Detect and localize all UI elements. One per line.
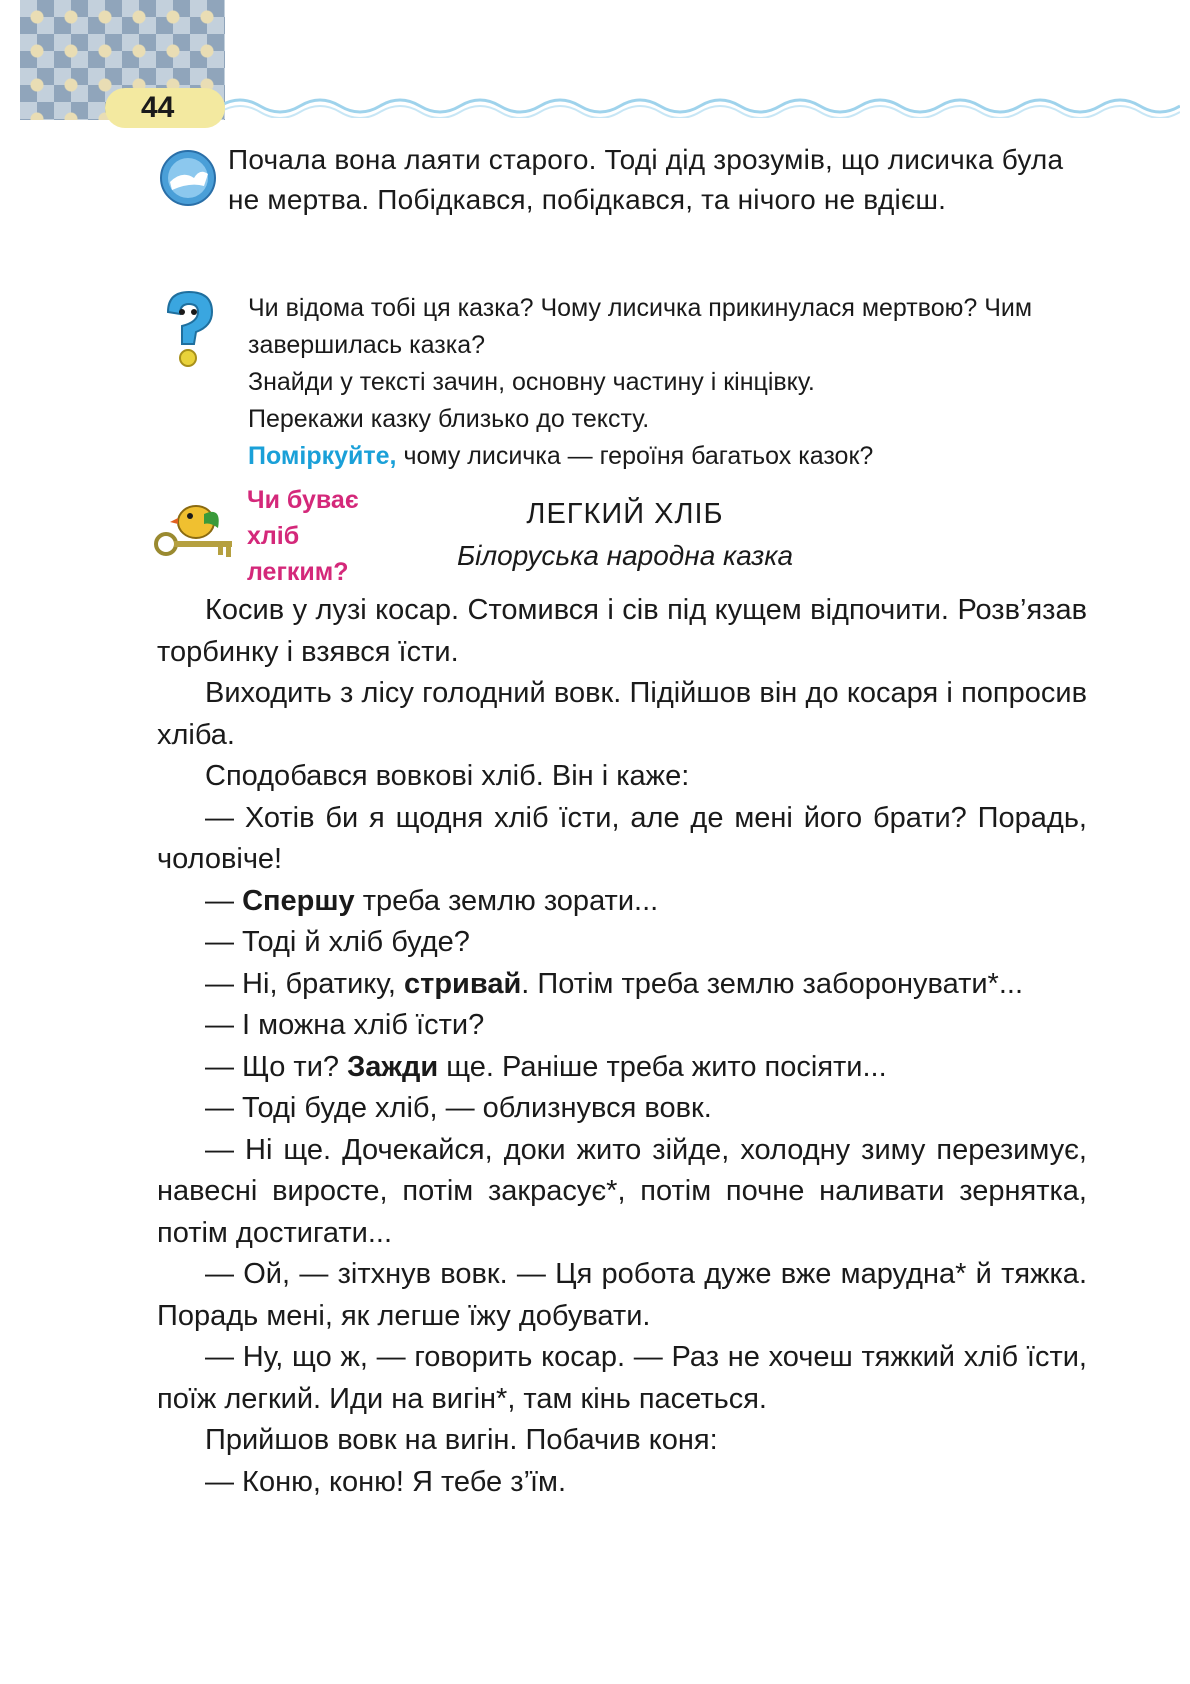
question-4-text: чому лисичка — героїня багатьох казок? bbox=[396, 442, 874, 470]
story-paragraph: — Ні ще. Дочекайся, доки жито зійде, холодну зиму перезимує, навесні виросте, потім закрасує*, потім почне наливати зернятка, потім достигати... bbox=[157, 1133, 1087, 1249]
text-run: треба землю зорати... bbox=[354, 884, 659, 917]
bold-word: Спершу bbox=[242, 884, 355, 917]
story-paragraph: — Коню, коню! Я тебе з’їм. bbox=[205, 1465, 566, 1498]
story-paragraph bbox=[157, 1047, 1087, 1089]
story-paragraph: — Тоді буде хліб, — облизнувся вовк. bbox=[205, 1092, 712, 1124]
story-subtitle: Білоруська народна казка bbox=[456, 540, 794, 571]
story-paragraph bbox=[157, 964, 1087, 1006]
text-run: . Потім треба землю заборонувати*... bbox=[521, 967, 1024, 1000]
story-paragraph: — Хотів би я щодня хліб їсти, але де мені його брати? Порадь, чоловіче! bbox=[157, 801, 1087, 875]
story-paragraph: Виходить з лісу голодний вовк. Підійшов він до косаря і попросив хліба. bbox=[157, 677, 1087, 751]
bird-key-icon bbox=[152, 500, 240, 562]
story-paragraph: — І можна хліб їсти? bbox=[205, 1009, 485, 1041]
bold-word: стривай bbox=[404, 967, 522, 1000]
question-1: Чи відома тобі ця казка? Чому лисичка прикинулася мертвою? Чим завершилась казка? bbox=[248, 294, 1033, 359]
story-body bbox=[157, 590, 1087, 1503]
story-title: ЛЕГКИЙ ХЛІБ bbox=[526, 498, 724, 530]
wave-decoration bbox=[220, 90, 1180, 118]
hint-line-2: хліб bbox=[247, 522, 300, 550]
reading-icon bbox=[158, 148, 218, 208]
hint-question bbox=[247, 482, 407, 590]
question-4 bbox=[248, 438, 1098, 475]
hint-line-3: легким? bbox=[247, 558, 349, 586]
hint-line-1: Чи буває bbox=[247, 486, 359, 514]
question-2: Знайди у тексті зачин, основну частину і кінцівку. bbox=[248, 368, 815, 396]
previous-story-ending: Почала вона лаяти старого. Тоді дід зрозумів, що лисичка була не мертва. Побідкався, побідкався, та нічого не вдієш. bbox=[228, 144, 1064, 215]
story-paragraph: — Ой, — зітхнув вовк. — Ця робота дуже вже марудна* й тяжка. Порадь мені, як легше їжу добувати. bbox=[157, 1258, 1087, 1332]
question-3: Перекажи казку близько до тексту. bbox=[248, 405, 650, 433]
ponder-highlight: Поміркуйте, bbox=[248, 442, 397, 470]
questions-block bbox=[248, 290, 1098, 475]
text-run: — Що ти? bbox=[205, 1050, 348, 1083]
text-run: — Ні, братику, bbox=[205, 967, 404, 1000]
text-run: ще. Раніше треба жито посіяти... bbox=[438, 1050, 887, 1083]
question-mark-icon bbox=[158, 288, 220, 370]
story-paragraph: — Тоді й хліб буде? bbox=[205, 926, 470, 958]
story-paragraph: — Ну, що ж, — говорить косар. — Раз не хочеш тяжкий хліб їсти, поїж легкий. Иди на вигін*, там кінь пасеться. bbox=[157, 1341, 1087, 1415]
story-paragraph bbox=[157, 881, 1087, 923]
story-paragraph: Прийшов вовк на вигін. Побачив коня: bbox=[205, 1424, 718, 1456]
bold-word: Зажди bbox=[347, 1050, 439, 1083]
story-paragraph: Косив у лузі косар. Стомився і сів під кущем відпочити. Розв’язав торбинку і взявся їсти. bbox=[157, 594, 1087, 668]
story-paragraph: Сподобався вовкові хліб. Він і каже: bbox=[205, 760, 690, 792]
page-number: 44 bbox=[105, 88, 225, 128]
text-run: — bbox=[205, 884, 243, 917]
